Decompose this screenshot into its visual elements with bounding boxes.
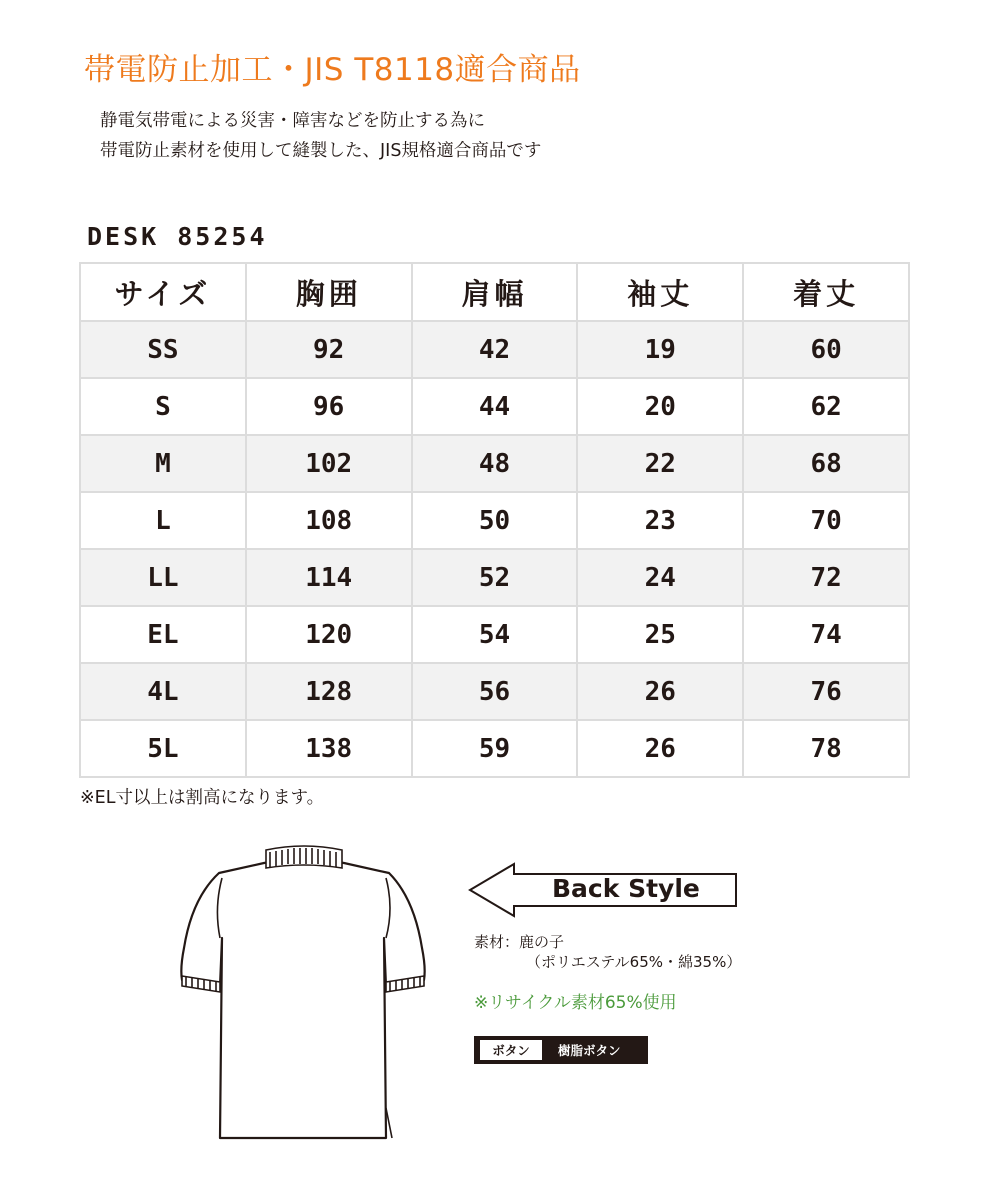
table-cell: 62 [743, 378, 909, 435]
table-cell: 52 [412, 549, 578, 606]
table-cell: 22 [577, 435, 743, 492]
header-size: サイズ [80, 263, 246, 321]
table-cell: 19 [577, 321, 743, 378]
polo-shirt-back-icon [174, 838, 434, 1148]
description-line-2: 帯電防止素材を使用して縫製した、JIS規格適合商品です [100, 141, 542, 161]
table-row [80, 549, 909, 606]
table-cell: 24 [577, 549, 743, 606]
table-row [80, 720, 909, 777]
table-row [80, 321, 909, 378]
table-cell: M [80, 435, 246, 492]
table-cell: SS [80, 321, 246, 378]
table-cell: 56 [412, 663, 578, 720]
size-table [79, 262, 910, 778]
table-cell: 42 [412, 321, 578, 378]
table-cell: LL [80, 549, 246, 606]
material-line-2: （ポリエステル65%・綿35%） [526, 953, 742, 971]
button-spec [474, 1036, 648, 1064]
size-table-header-row [80, 263, 909, 321]
table-row [80, 606, 909, 663]
model-number: DESK 85254 [87, 222, 268, 251]
table-cell: 59 [412, 720, 578, 777]
table-cell: EL [80, 606, 246, 663]
table-cell: 114 [246, 549, 412, 606]
recycle-note: ※リサイクル素材65%使用 [474, 993, 677, 1013]
table-cell: 44 [412, 378, 578, 435]
table-cell: 25 [577, 606, 743, 663]
table-cell: 50 [412, 492, 578, 549]
table-cell: 54 [412, 606, 578, 663]
material-info [474, 932, 741, 972]
button-spec-key: ボタン [480, 1040, 542, 1060]
table-cell: 74 [743, 606, 909, 663]
button-spec-value: 樹脂ボタン [558, 1043, 621, 1058]
size-note: ※EL寸以上は割高になります。 [80, 788, 325, 808]
page-headline: 帯電防止加工・JIS T8118適合商品 [84, 52, 581, 88]
table-cell: 76 [743, 663, 909, 720]
table-cell: 102 [246, 435, 412, 492]
table-cell: 96 [246, 378, 412, 435]
table-row [80, 492, 909, 549]
table-cell: 26 [577, 663, 743, 720]
table-cell: 128 [246, 663, 412, 720]
description-line-1: 静電気帯電による災害・障害などを防止する為に [100, 111, 485, 131]
header-sleeve: 袖丈 [577, 263, 743, 321]
table-cell: 120 [246, 606, 412, 663]
table-cell: 23 [577, 492, 743, 549]
table-cell: 92 [246, 321, 412, 378]
table-cell: 20 [577, 378, 743, 435]
table-cell: 138 [246, 720, 412, 777]
table-cell: L [80, 492, 246, 549]
table-row [80, 663, 909, 720]
table-row [80, 435, 909, 492]
header-chest: 胸囲 [246, 263, 412, 321]
header-length: 着丈 [743, 263, 909, 321]
table-cell: 26 [577, 720, 743, 777]
table-cell: 60 [743, 321, 909, 378]
table-cell: 5L [80, 720, 246, 777]
table-cell: S [80, 378, 246, 435]
table-cell: 48 [412, 435, 578, 492]
table-cell: 78 [743, 720, 909, 777]
table-cell: 70 [743, 492, 909, 549]
material-line-1: 素材：鹿の子 [474, 933, 565, 951]
description [100, 106, 541, 166]
table-cell: 4L [80, 663, 246, 720]
header-shoulder: 肩幅 [412, 263, 578, 321]
table-cell: 72 [743, 549, 909, 606]
table-cell: 68 [743, 435, 909, 492]
back-style-label: Back Style [552, 874, 700, 903]
table-cell: 108 [246, 492, 412, 549]
table-row [80, 378, 909, 435]
